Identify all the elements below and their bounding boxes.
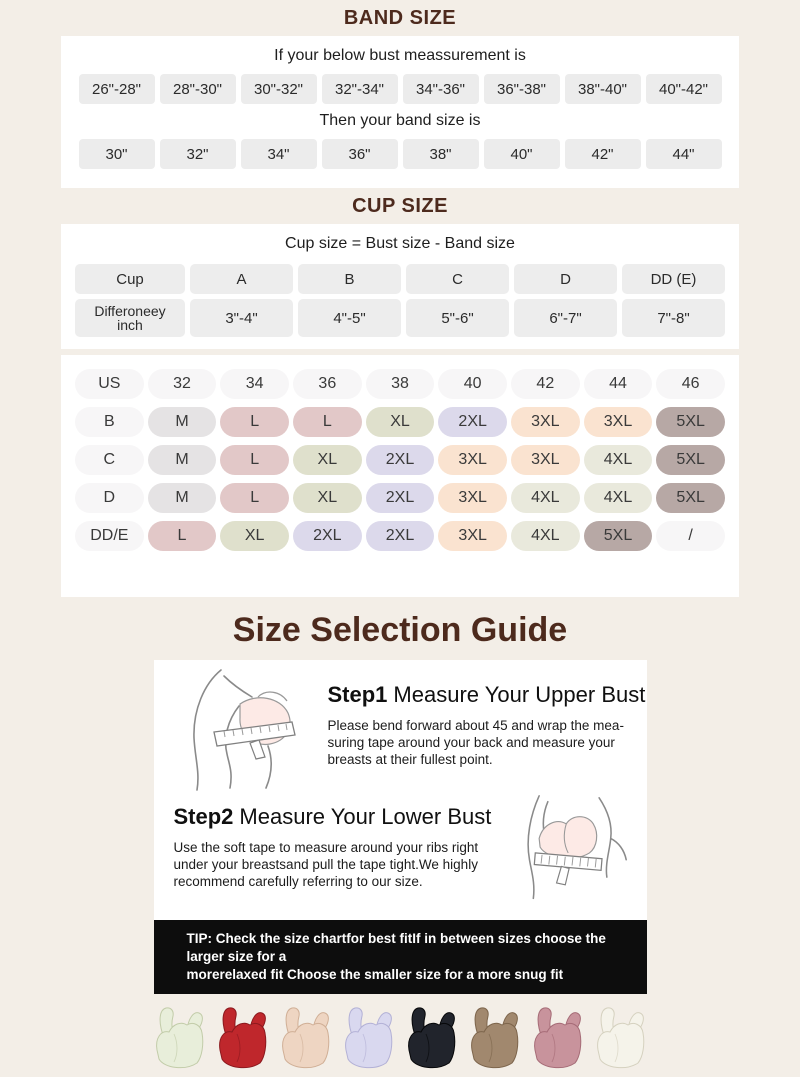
size-cell: 5XL	[584, 521, 653, 551]
cup-range-cell: 4"-5"	[298, 299, 401, 337]
step2-label: Step2	[173, 804, 234, 829]
size-cell: 3XL	[438, 445, 507, 475]
size-cell: 3XL	[584, 407, 653, 437]
tip-line-1: TIP: Check the size chartfor best fitIf in between sizes choose the larger size for a	[186, 931, 606, 964]
size-cell: 4XL	[584, 483, 653, 513]
cup-column-header: Cup	[75, 264, 185, 294]
size-guide-title: Size Selection Guide	[232, 611, 568, 649]
cup-column-header: D	[514, 264, 617, 294]
size-cell: L	[148, 521, 217, 551]
bra-color-swatch-mint	[150, 1003, 210, 1077]
band-size-pill: 32"	[160, 139, 236, 169]
size-cell: 2XL	[293, 521, 362, 551]
bra-color-swatch-taupe	[465, 1003, 525, 1077]
band-size-pill: 40"	[484, 139, 560, 169]
tip-bar	[154, 920, 647, 994]
band-size-pill: 36"	[322, 139, 398, 169]
band-size-panel	[61, 36, 739, 188]
matrix-column-header: 44	[584, 369, 653, 399]
bust-range-pill: 30"-32"	[241, 74, 317, 104]
matrix-row-label: B	[75, 407, 144, 437]
size-cell: 3XL	[511, 407, 580, 437]
cup-table	[75, 264, 725, 337]
band-size-pill: 44"	[646, 139, 722, 169]
cup-difference-label: Differoneey inch	[75, 299, 185, 337]
size-cell: 5XL	[656, 483, 725, 513]
band-size-pill: 42"	[565, 139, 641, 169]
band-size-pill: 30"	[79, 139, 155, 169]
size-cell: M	[148, 445, 217, 475]
cup-column-header: B	[298, 264, 401, 294]
cup-formula: Cup size = Bust size - Band size	[285, 235, 515, 252]
band-size-row	[75, 139, 725, 169]
bust-range-pill: 28"-30"	[160, 74, 236, 104]
step2-heading-text: Measure Your Lower Bust	[239, 804, 492, 829]
band-size-pill: 38"	[403, 139, 479, 169]
matrix-column-header: US	[75, 369, 144, 399]
bust-range-pill: 26"-28"	[79, 74, 155, 104]
size-cell: L	[220, 407, 289, 437]
size-cell: 3XL	[438, 521, 507, 551]
size-cell: 5XL	[656, 407, 725, 437]
size-guide-panel	[154, 660, 647, 994]
matrix-column-header: 34	[220, 369, 289, 399]
size-cell: XL	[366, 407, 435, 437]
step1-label: Step1	[327, 682, 388, 707]
cup-range-cell: 3"-4"	[190, 299, 293, 337]
product-colorway-row	[0, 1003, 800, 1077]
size-cell: 3XL	[511, 445, 580, 475]
step2-text	[174, 792, 496, 910]
bra-color-swatch-lavender	[339, 1003, 399, 1077]
cup-column-header: DD (E)	[622, 264, 725, 294]
matrix-column-header: 42	[511, 369, 580, 399]
bust-range-pill: 38"-40"	[565, 74, 641, 104]
bra-color-swatch-ivory	[591, 1003, 651, 1077]
bust-range-pill: 40"-42"	[646, 74, 722, 104]
size-cell: 4XL	[511, 483, 580, 513]
step2-heading	[174, 804, 496, 830]
cup-size-panel	[61, 224, 739, 349]
size-cell: 4XL	[584, 445, 653, 475]
cup-range-cell: 5"-6"	[406, 299, 509, 337]
cup-range-cell: 6"-7"	[514, 299, 617, 337]
size-cell: L	[293, 407, 362, 437]
size-cell: 4XL	[511, 521, 580, 551]
matrix-column-header: 40	[438, 369, 507, 399]
size-cell: 5XL	[656, 445, 725, 475]
bust-range-pill: 34"-36"	[403, 74, 479, 104]
matrix-column-header: 46	[656, 369, 725, 399]
matrix-row-label: DD/E	[75, 521, 144, 551]
size-cell: XL	[293, 483, 362, 513]
step1-block	[154, 660, 647, 792]
bust-range-pill: 32"-34"	[322, 74, 398, 104]
bust-range-row	[75, 74, 725, 104]
bust-measurement-caption: If your below bust meassurement is	[274, 47, 526, 64]
matrix-row-label: D	[75, 483, 144, 513]
size-cell: 2XL	[438, 407, 507, 437]
bust-range-pill: 36"-38"	[484, 74, 560, 104]
size-cell: 3XL	[438, 483, 507, 513]
size-cell: M	[148, 407, 217, 437]
size-cell: M	[148, 483, 217, 513]
size-cell: L	[220, 483, 289, 513]
band-size-pill: 34"	[241, 139, 317, 169]
tip-line-2: morerelaxed fit Choose the smaller size for a more snug fit	[186, 967, 564, 982]
size-cell: XL	[293, 445, 362, 475]
matrix-column-header: 38	[366, 369, 435, 399]
bra-color-swatch-rose	[528, 1003, 588, 1077]
cup-column-header: A	[190, 264, 293, 294]
bra-color-swatch-red	[213, 1003, 273, 1077]
us-size-matrix-panel	[61, 355, 739, 597]
cup-size-title: CUP SIZE	[352, 195, 448, 217]
matrix-column-header: 32	[148, 369, 217, 399]
size-cell: 2XL	[366, 445, 435, 475]
bra-color-swatch-nude	[276, 1003, 336, 1077]
step1-body: Please bend forward about 45 and wrap the mea- suring tape around your back and measure your breasts at their fullest point.	[327, 718, 624, 767]
step1-text	[314, 666, 648, 792]
step2-body: Use the soft tape to measure around your ribs right under your breastsand pull the tape tight.We highly recommend carefully referring to our size.	[173, 840, 479, 889]
step1-heading-text: Measure Your Upper Bust	[393, 682, 646, 707]
step2-underbust-measure-illustration	[509, 792, 637, 910]
step1-heading	[328, 682, 646, 708]
band-size-title: BAND SIZE	[343, 7, 457, 29]
step2-block	[154, 792, 647, 916]
size-cell: 2XL	[366, 483, 435, 513]
size-cell: XL	[220, 521, 289, 551]
cup-range-cell: 7"-8"	[622, 299, 725, 337]
size-cell: L	[220, 445, 289, 475]
bra-color-swatch-black	[402, 1003, 462, 1077]
size-cell: 2XL	[366, 521, 435, 551]
us-size-matrix	[75, 369, 725, 551]
size-cell: /	[656, 521, 725, 551]
matrix-column-header: 36	[293, 369, 362, 399]
matrix-row-label: C	[75, 445, 144, 475]
band-size-caption: Then your band size is	[319, 112, 481, 129]
step1-bend-forward-measure-illustration	[164, 666, 314, 792]
cup-column-header: C	[406, 264, 509, 294]
